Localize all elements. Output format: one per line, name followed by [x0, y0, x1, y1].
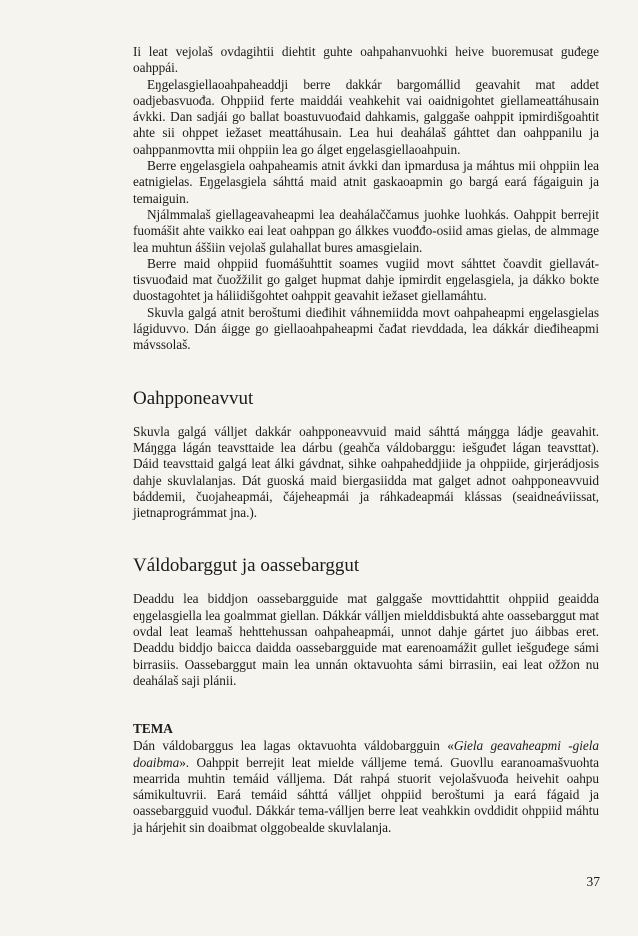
- text-column: [133, 44, 599, 836]
- paragraph: Njálmmalaš giellageavaheapmi lea deahálaččamus juohke luohkás. Oahppit berrejit fuomášit ahte vaikko eai leat oahppan go álkkes vuođđo-osiid amas gielas, de almmage lea muhtun áššiin vejolaš gulahallat bures amasgielain.: [133, 206, 599, 255]
- paragraph: Berre eŋgelasgiela oahpaheamis atnit ávkki dan ipmardusa ja máhtus mii ohppiin lea eatnigielas. Eŋgelasgiela sáhttá maid atnit gaskaoapmin go bargá eará fágaiguin ja temaiguin.: [133, 158, 599, 206]
- paragraph: Berre maid ohppiid fuomášuhttit soames vugiid movt sáhttet čoavdit giellavát-tisvuođaid mat čuožžilit go galget hupmat dahje ipmirdit eŋgelasgiela, ja dákko bokte duostagohtet ja háliidišgohtet oahppit geavahit iežaset giellamáhtu.: [133, 255, 599, 304]
- paragraph: Deaddu lea biddjon oassebargguide mat galggaše movttidahttit ohppiid geaidda eŋgelasgiella lea goalmmat giellan. Dákkár válljen mielddisbuktá ahte oassebarggut mat ovdal leat leamaš hehttehussan oahpaheapmái, unnot dahje gártet juo áibbas eret. Deaddu biddjo baicca daidda oassebargguide mat earenoamážit gullet iešguđege sámi birrasiis. Oassebarggut main lea unnán oktavuohta sámi birrasiin, eai leat ožžon nu deahálaš saji plánii.: [133, 591, 599, 688]
- section-heading-oahpponeavvut: Oahpponeavvut: [133, 387, 254, 409]
- paragraph: Skuvla galgá atnit beroštumi dieđihit váhnemiidda movt oahpaheapmi eŋgelasgielas lágiduvvo. Dán áigge go giellaoahpaheapmi čađat rievddada, lea dákkár dieđiheapmi mávssolaš.: [133, 304, 599, 353]
- paragraph: Eŋgelasgiellaoahpaheaddji berre dakkár bargomállid geavahit mat addet oadjebasvuođa. Ohppiid ferte maiddái veahkehit vai oaidnigohtet giellameattáhusain ávkki. Dan sadjái go ballat boastuvuođaid dahkamis, galggaše oahppit ipmirdišgoahtit ahte sii ohppet iežaset meattáhusain. Lea hui deahálaš gáhttet dan oahppanilu ja oahppanmovtta mii ohppiin lea go álget eŋgelasgiellaoahpuin.: [133, 76, 599, 157]
- tema-text-rest: ». Oahppit berrejit leat mielde válljeme temá. Guovllu earanoamašvuohta mearrida muhtin temáid válljema. Dát rahpá stuorit vejolašvuođa heivehit oahpu sámikultuvrii. Eará temáid sáhttá válljet ohppiid beroštumi ja eará fágaid ja oassebargguid vuođul. Dákkár tema-válljen berre leat veahkkin ovddidit ohppiid máhtu ja hárjehit sin doaibmat olggobealde skuvlalanja.: [133, 754, 599, 835]
- subsection-heading-tema: TEMA: [133, 721, 173, 737]
- paragraph: Ii leat vejolaš ovdagihtii diehtit guhte oahpahanvuohki heive buoremusat guđege oahppái.: [133, 44, 599, 76]
- page-number: 37: [586, 874, 600, 889]
- tema-italic-title: Giela geavaheapmi -giela doaibma: [133, 738, 599, 770]
- section-heading-valdobarggut: Váldobarggut ja oassebarggut: [133, 555, 360, 577]
- paragraph: Skuvla galgá válljet dakkár oahpponeavvuid maid sáhttá máŋgga ládje geavahit. Máŋgga lágán teavsttaide lea dárbu (geahča váldobarggu: iešguđet lágan teavsttat). Dáid teavsttaid galgá leat álki gávdnat, sihke oahpaheddjiide ja ohppiide, girjerádjosis dahje skuvlalanjas. Dát guoská maid biergasiidda mat galget adnot oahpponeavvuid báddemii, čuojaheapmái, čájeheapmái ja ráhkadeapmái klássas (seaidneáviissat, jietnaprográmmat jna.).: [133, 423, 599, 521]
- paragraph-tema: [133, 738, 599, 836]
- tema-text-start: Dán váldobarggus lea lagas oktavuohta váldobargguin «: [133, 738, 454, 754]
